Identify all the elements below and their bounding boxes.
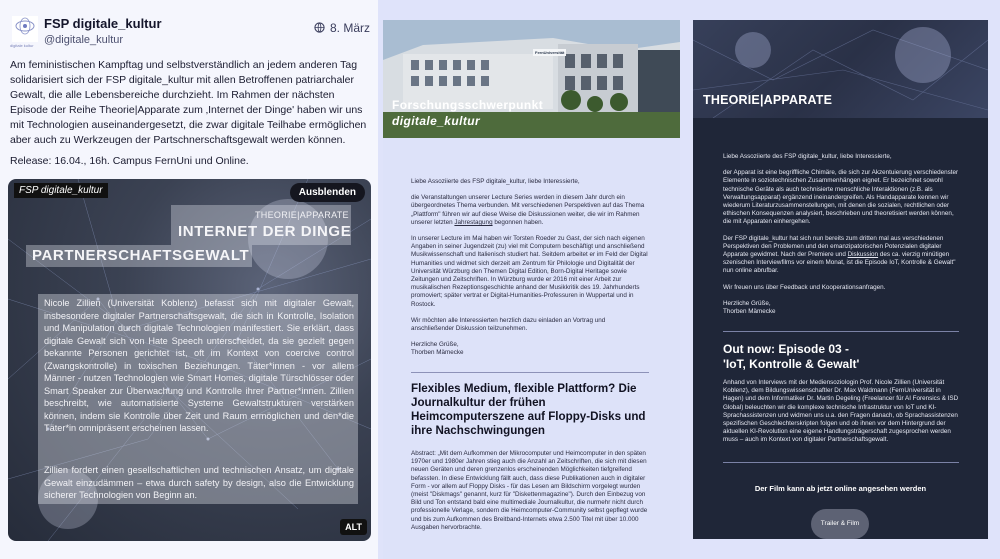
theorie-signature: Thorben Mämecke (723, 308, 776, 316)
newsletter-header-subtitle: digitale_kultur (392, 114, 481, 128)
media-headline-2: PARTNERSCHAFTSGEWALT (32, 247, 250, 264)
avatar-caption: digitale kultur (10, 43, 34, 48)
theorie-divider-2 (723, 462, 959, 463)
display-name[interactable]: FSP digitale_kultur (44, 16, 162, 31)
newsletter-header-photo (383, 20, 680, 138)
newsletter-paragraph-1-text: die Veranstaltungen unserer Lecture Series werden in diesem Jahr durch ein übergeordnetes Thema verbunden. Mit verschiedenen Perspektiven auf das Thema „Plattform" führen wir auf diese Weise die Diskussionen weiter, die wir im Rahmen unserer letzten (411, 194, 645, 226)
theorie-closing (723, 300, 959, 316)
post-date-label: 8. März (329, 21, 370, 35)
theorie-paragraph-2-text: Der FSP digitale_kultur hat sich nun bereits zum dritten mal aus verschiedenen Perspektiven den Problemen und den emanzipatorischen Potenzialen digitaler Apparate gewidmet. Nach der Premiere und (723, 234, 944, 259)
episode-description: Anhand von Interviews mit der Mediensoziologin Prof. Nicole Zillien (Universität Koblenz), dem Bildungswissenschaftler Dr. Max Waldmann (FernUniversität in Hagen) und dem Informatiker Dr. Martin Degeling (Freelancer für AI Forensics & ISD Global) beleuchten wir die komplexe technische Infrastruktur von IoT und KI-Sprachassistenzen und widmen uns u.a. den Fragen danach, ob Sprachassistenzen spezifischen Geschlechterskripten folgen und ob ihnen vor dem Hintergrund der aktuellen KI-Revolution eine eigene Handlungsträgerschaft zugesprochen werden muss – auch im Kontext von digitaler Partnerschaftsgewalt. (723, 379, 959, 444)
diskussion-link[interactable]: Diskussion (847, 251, 879, 259)
newsletter-closing (411, 341, 649, 357)
theorie-body (723, 153, 959, 324)
film-online-text: Der Film kann ab jetzt online angesehen werden (754, 484, 927, 493)
newsletter-image[interactable] (383, 20, 680, 559)
newsletter-paragraph-1 (411, 194, 649, 227)
newsletter-body (411, 178, 649, 366)
theorie-header-band (693, 20, 988, 118)
media-paragraph-1: Nicole Zillien (Universität Koblenz) befasst sich mit digitaler Gewalt, insbesondere digitaler Partnerschaftsgewalt, die sich in Kontrolle, Isolation und Manipulation durch digitale Technologien manifestiert. Sie erklärt, dass digitale Gewalt sich von Hate Speech unterscheidet, da sie gezielt gegen bekannte Personen gerichtet ist, oft im Kontext von coercive control (Zwangskontrolle) in toxischen Beziehungen. Täter*innen - vor allem Männer - nutzen Technologien wie Smart Homes, digitale Türschlösser oder Smart Speaker zur Überwachung und Kontrolle ihrer Partner*innen. Zillien beschreibt, wie automatisierte Systeme Gewaltstrukturen verstärken können, indem sie Kontrolle über Zeit und Raum ermöglichen und den*die Täter*in omnipräsent erscheinen lassen. (44, 298, 354, 433)
theorie-paragraph-2-end: des ca. vierzig minütigen szenischen Interviewfilms vor einem Monat, ist die Episode IoT, Kontrolle & Gewalt" nun online abrufbar. (723, 251, 956, 275)
newsletter-paragraph-1-end: begonnen haben. (494, 218, 544, 226)
theorie-paragraph-3: Wir freuen uns über Feedback und Kooperationsanfragen. (723, 283, 886, 291)
avatar[interactable] (12, 16, 38, 42)
media-paragraph-2: Zillien fordert einen gesellschaftlichen und technischen Ansatz, um digitale Gewalt einzudämmen – etwa durch safety by design, also die Entwicklung sicherer Technologien von Beginn an. (44, 465, 354, 500)
newsletter-paragraph-2: In unserer Lecture im Mai haben wir Torsten Roeder zu Gast, der sich nach eigenen Angaben in seiner Jugendzeit (zu) viel mit Computern beschäftigt und anschließend Musikwissenschaft und Italienisch studiert hat. Seitdem arbeitet er im Feld der Digital Humanities und widmet sich derzeit am Zentrum für Philologie und Digitalität der Universität Würzburg den Themen Digital Edition, Born-Digital Heritage sowie Zeitungen und Zeitschriften. In Würzburg wurde er 2016 mit einer Arbeit zur musikalischen Rezeptionsgeschichte anhand der Musikkritik des 19. Jahrhunderts promoviert; später vertrat er Digital-Humanities-Professuren in Wuppertal und in Rostock. (411, 235, 648, 308)
account-handle[interactable]: @digitale_kultur (44, 34, 124, 46)
newsletter-paragraph-3: Wir möchten alle Interessierten herzlich dazu einladen an Vortrag und anschließender Diskussion teilzunehmen. (411, 316, 606, 333)
trailer-film-button[interactable]: Trailer & Film (811, 509, 869, 539)
theorie-paragraph-2 (723, 235, 959, 276)
media-source-tag: FSP digitale_kultur (14, 183, 108, 198)
theorie-paragraph-1: der Apparat ist eine begriffliche Chimäre, die sich zur Akzentuierung verschiedenster Elemente in soziotechnischen Zusammenhängen eignet. Er bezeichnet sowohl technische Geräte als auch technisierte menschliche Interaktionen (z.B. als Verwaltungsapparat) ergänzend ineinandergreifen. Als Handapparate kennen wir wiederum Literaturzusammenstellungen, mit denen die sozialen, rechtlichen oder ethischen Konsequenzen analysiert, beschrieben und theoretisiert werden können, die mit Apparaten einhergehen. (723, 169, 959, 226)
post-media-image[interactable] (8, 179, 371, 541)
theorie-greeting: Liebe Assoziierte des FSP digitale_kultur, liebe Interessierte, (723, 153, 892, 160)
article-abstract: Abstract: „Mit dem Aufkommen der Mikrocomputer und Heimcomputer in den späten 1970er und 1980er Jahren stieg auch die Anzahl an Zeitschriften, die sich mit diesen neuen Geräten und deren grenzenlos erscheinenden Möglichkeiten tiefgreifend befassten. In diese Entwicklung fällt auch, dass diese Publikationen auch in digitaler Form - vor allem auf Floppy Disks - für das Lesen am Bildschirm vorgelegt wurden (meist "Diskmags" genannt, kurz für "Diskettenmagazine"). Durch den Einbezug von Bild und Ton entstand bald eine multimediale Journalkultur, die nurmehr nicht durch professionelle Verlage, sondern die Heimcomputer-Community selbst gepflegt wurde und bis zum Aufkommen des Breitband-Internets etwa 2.500 Titel mit über 10.000 Ausgaben hervorbrachte. (411, 450, 648, 531)
newsletter-greeting: Liebe Assoziierte des FSP digitale_kultur, liebe Interessierte, (411, 178, 580, 185)
theorie-apparate-image[interactable] (693, 20, 988, 539)
post-date[interactable] (314, 21, 370, 35)
episode-heading-line-1: Out now: Episode 03 - (723, 342, 850, 356)
globe-icon (314, 22, 325, 33)
building-sign: FernUniversität (535, 50, 565, 55)
theorie-closing-line-1: Herzliche Grüße, (723, 299, 771, 307)
post-release-line: Release: 16.04., 16h. Campus FernUni und Online. (10, 155, 249, 167)
media-subtitle: THEORIE|APPARATE (255, 210, 349, 220)
media-headline-1: INTERNET DER DINGE (178, 223, 352, 240)
post-card (0, 0, 378, 559)
alt-text-button[interactable]: ALT (340, 519, 367, 535)
theorie-divider (723, 331, 959, 332)
jahrestagung-link[interactable]: Jahrestagung (454, 218, 493, 226)
episode-heading-line-2: 'IoT, Kontrolle & Gewalt' (723, 357, 860, 371)
article-title: Flexibles Medium, flexible Plattform? Die Journalkultur der frühen Heimcomputerszene auf Floppy-Disks und ihre Nachschwingungen (411, 382, 646, 437)
post-text: Am feministischen Kampftag und selbstverständlich an jedem anderen Tag solidarisiert sich der FSP digitale_kultur mit allen Betroffenen patriarchaler Gewalt, die alle Lebensbereiche durchzieht. Im Rahmen der nächsten Episode der Reihe Theorie|Apparate zum ‚Internet der Dinge' haben wir uns mit Technologien auseinandergesetzt, die zwar digitale Teilhabe ermöglichen aber auch zu Werkzeugen der Partschnerschaftsgewalt werden können. (10, 59, 367, 146)
hide-media-button[interactable]: Ausblenden (290, 183, 365, 202)
newsletter-header-title: Forschungsschwerpunkt (392, 98, 544, 112)
theorie-title: THEORIE|APPARATE (703, 93, 833, 107)
post-author[interactable] (10, 14, 370, 50)
newsletter-closing-line-1: Herzliche Grüße, (411, 341, 459, 349)
newsletter-signature: Thorben Mämecke (411, 349, 464, 357)
newsletter-divider (411, 372, 649, 373)
